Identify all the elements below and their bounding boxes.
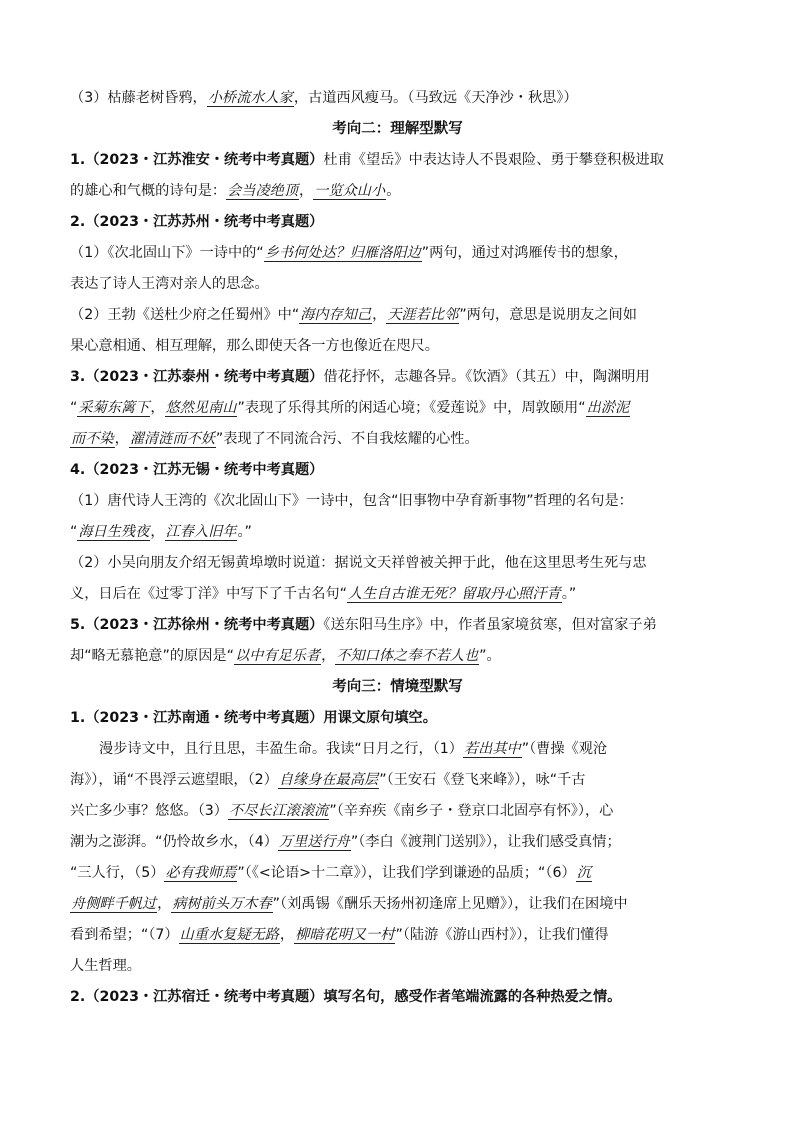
question-2-4: 4.（2023・江苏无锡・统考中考真题） [70,462,324,478]
answer-blank: 而不染 [71,431,114,447]
answer-blank: 江春入旧年 [165,524,237,540]
answer-blank: 濯清涟而不妖 [129,431,215,447]
answer-blank: 以中有足乐者 [234,648,321,664]
question-2-5-cont: 却“略无慕艳意”的原因是“以中有足乐者，不知口体之奉不若人也”。 [70,648,501,664]
question-3-1: 1.（2023・江苏南通・统考中考真题）用课文原句填空。 [70,710,437,726]
answer-blank: 万里送行舟 [278,834,350,850]
worksheet-page [70,88,725,1018]
answer-blank: 沉 [576,865,591,881]
question-2-1: 1.（2023・江苏淮安・统考中考真题）杜甫《望岳》中表达诗人不畏艰险、勇于攀登积极进取 [70,152,664,168]
answer-blank: 一览众山小 [314,183,386,199]
answer-blank: 会当凌绝顶 [227,183,299,199]
answer-blank: 海日生残夜 [78,524,150,540]
question-2-1-cont: 的雄心和气概的诗句是：会当凌绝顶，一览众山小。 [70,183,401,199]
question-3-1-line5: “三人行，（5）必有我师焉”（《<论语>十二章》），让我们学到谦逊的品质；“（6）沉 [70,865,591,881]
question-2-3-cont2: 而不染，濯清涟而不妖”表现了不同流合污、不自我炫耀的心性。 [71,431,479,447]
section-heading-3: 考向三：情境型默写 [332,679,463,695]
q-tianjingsha-line: （3）枯藤老树昏鸦，小桥流水人家，古道西风瘦马。（马致远《天净沙・秋思》） [70,90,578,106]
answer-blank: 不尽长江滚滚流 [229,803,329,819]
question-2-4-part2-cont: 义，日后在《过零丁洋》中写下了千古名句“人生自古谁无死？留取丹心照汗青。” [70,586,577,602]
question-2-2: 2.（2023・江苏苏州・统考中考真题） [70,214,324,230]
answer-blank: 海内存知己 [300,307,372,323]
question-3-2: 2.（2023・江苏宿迁・统考中考真题）填写名句，感受作者笔端流露的各种热爱之情。 [70,989,622,1005]
question-3-1-line3: 兴亡多少事？悠悠。（3）不尽长江滚滚流”（辛弃疾《南乡子・登京口北固亭有怀》），心 [70,803,614,819]
question-3-1-line1: 漫步诗文中，且行且思，丰盈生命。我读“日月之行，（1）若出其中”（曹操《观沧 [99,741,608,757]
answer-blank: 若出其中 [463,741,521,757]
question-3-1-line2: 海》），诵“不畏浮云遮望眼，（2）自缘身在最高层”（王安石《登飞来峰》），咏“千古 [70,772,586,788]
question-2-4-part2: （2）小吴向朋友介绍无锡黄埠墩时说道：据说文天祥曾被关押于此，他在这里思考生死与忠 [70,555,647,571]
question-2-3: 3.（2023・江苏泰州・统考中考真题）借花抒怀，志趣各异。《饮酒》（其五）中，陶渊明用 [70,369,650,385]
answer-blank: 不知口体之奉不若人也 [336,648,479,664]
question-3-1-line6: 舟侧畔千帆过，病树前头万木春”（刘禹锡《酬乐天扬州初逢席上见赠》），让我们在困境中 [71,896,628,912]
answer-blank: 小桥流水人家 [207,90,293,106]
answer-blank: 必有我师焉 [165,865,237,881]
answer-blank: 采菊东篱下 [78,400,150,416]
answer-blank: 病树前头万木春 [172,896,272,912]
question-2-5: 5.（2023・江苏徐州・统考中考真题）《送东阳马生序》中，作者虽家境贫寒，但对富家子弟 [70,617,657,633]
answer-blank: 悠然见南山 [165,400,237,416]
question-2-4-part1-answer: “海日生残夜，江春入旧年。” [70,524,252,540]
answer-blank: 柳暗花明又一村 [295,927,395,943]
question-2-2-part1-cont: 表达了诗人王湾对亲人的思念。 [70,276,269,292]
question-3-1-line4: 潮为之澎湃。“仍怜故乡水，（4）万里送行舟”（李白《渡荆门送别》），让我们感受真情； [70,834,621,850]
section-heading-2: 考向二：理解型默写 [332,121,463,137]
question-2-3-cont: “采菊东篱下，悠然见南山”表现了乐得其所的闲适心境；《爱莲说》中，周敦颐用“出淤泥 [70,400,630,416]
question-2-4-part1: （1）唐代诗人王湾的《次北固山下》一诗中，包含“旧事物中孕育新事物”哲理的名句是： [70,493,633,509]
question-3-1-line8: 人生哲理。 [70,958,141,974]
question-2-2-part1: （1）《次北固山下》一诗中的“乡书何处达？归雁洛阳边”两句，通过对鸿雁传书的想象， [70,245,628,261]
answer-blank: 乡书何处达？归雁洛阳边 [264,245,421,261]
answer-blank: 天涯若比邻 [387,307,459,323]
answer-blank: 人生自古谁无死？留取丹心照汗青 [347,586,561,602]
answer-blank: 自缘身在最高层 [278,772,379,788]
question-2-2-part2: （2）王勃《送杜少府之任蜀州》中“海内存知己，天涯若比邻”两句，意思是说朋友之间如 [70,307,637,323]
answer-blank: 山重水复疑无路 [179,927,279,943]
question-2-2-part2-cont: 果心意相通、相互理解，那么即使天各一方也像近在咫尺。 [70,338,439,354]
answer-blank: 出淤泥 [586,400,630,416]
question-3-1-line7: 看到希望；“（7）山重水复疑无路，柳暗花明又一村”（陆游《游山西村》），让我们懂得 [70,927,609,943]
answer-blank: 舟侧畔千帆过 [71,896,157,912]
